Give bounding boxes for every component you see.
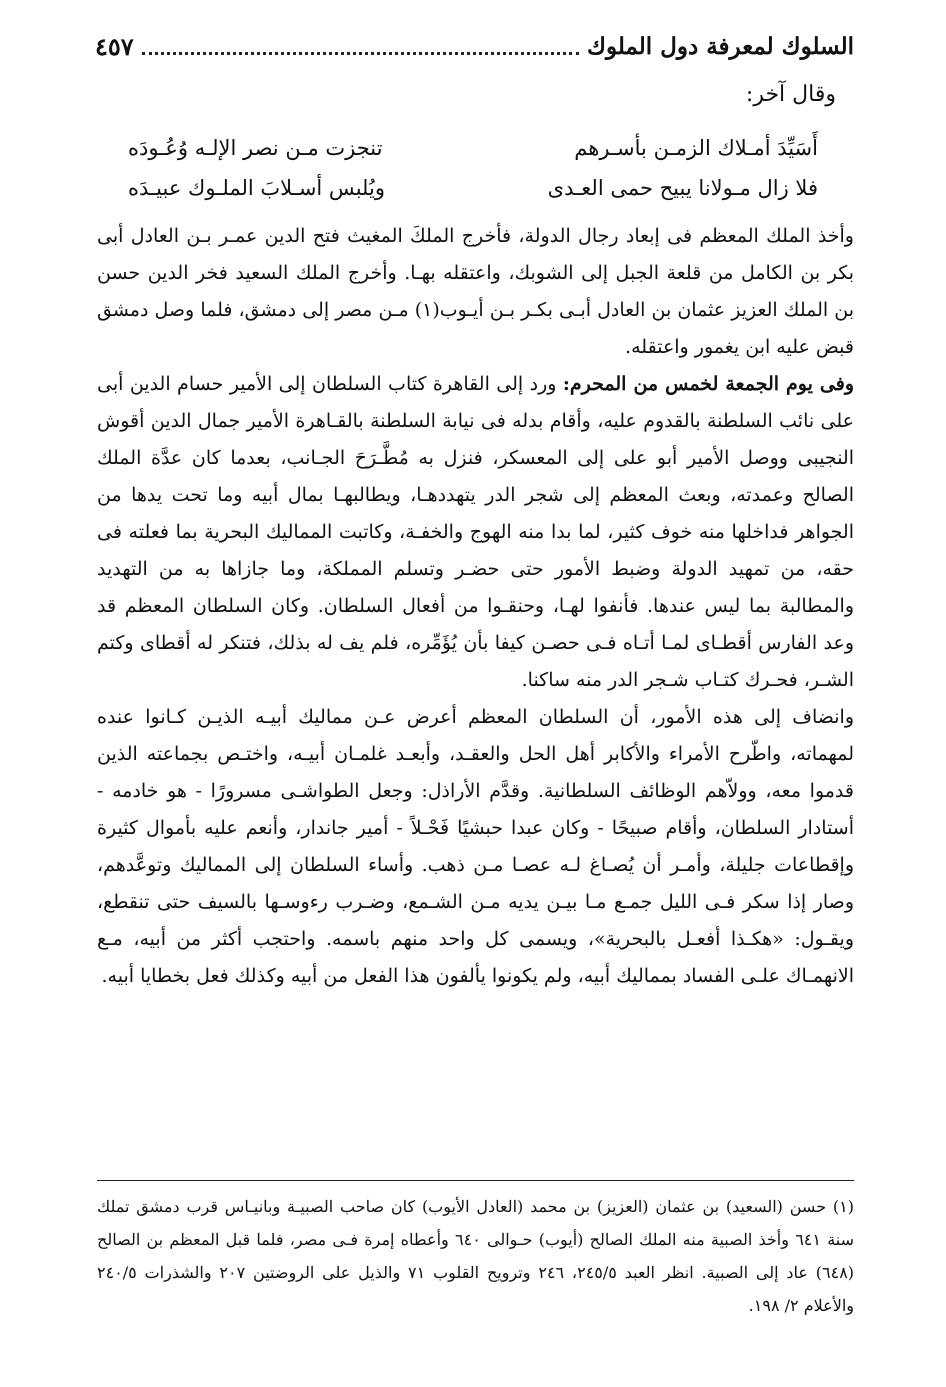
paragraph	[97, 218, 854, 366]
running-title: السلوك لمعرفة دول الملوك	[586, 32, 854, 60]
verse-second-hemistich: ويُلبس أسـلابَ الملـوك عبيـدَه	[128, 176, 385, 200]
verse-first-hemistich: فلا زال مـولانا يبيح حمى العـدى	[547, 176, 818, 200]
poem-verse	[128, 176, 818, 200]
paragraph	[97, 699, 854, 995]
paragraph	[97, 366, 854, 699]
footnote: (١) حسن (السعيد) بن عثمان (العزيز) بن محمد (العادل الأيوب) كان صاحب الصبيـة وبانيـاس قرب دمشق تملك سنة ٦٤١ وأخذ الصبية منه الملك الصالح (أيوب) حـوالى ٦٤٠ وأعطاه إمرة فـى مصر، فلما قبل المعظم بن الصالح (٦٤٨) عاد إلى الصبية. انظر العبد ٢٤٥/٥، ٢٤٦ وترويح القلوب ٧١ والذيل على الروضتين ٢٠٧ والشذرات ٢٤٠/٥ والأعلام ٢/ ١٩٨.	[97, 1197, 855, 1315]
verse-first-hemistich: أَسَيِّدَ أمـلاك الزمـن بأسـرهم	[574, 136, 818, 160]
page-number: ٤٥٧	[95, 31, 134, 61]
paragraph-text: وانضاف إلى هذه الأمور، أن السلطان المعظم أعرض عـن مماليك أبيـه الذيـن كـانوا عنده لمهماته، واطّرح الأمراء والأكابر أهل الحل والعقـد، وأبعـد غلمـان أبيـه، واختـص بجماعته الذين قدموا معه، وولاّهم الوظائف السلطانية. وقدَّم الأراذل: وجعل الطواشـى مسرورًا - هو خادمه - أستادار السلطان، وأقام صبيحًا - وكان عبدا حبشيًا فَحْـلاً - أمير جاندار، وأنعم عليه بأموال كثيرة وإقطاعات جليلة، وأمـر أن يُصـاغ لـه عصـا مـن ذهب. وأساء السلطان إلى المماليك وتوعَّدهم، وصار إذا سكر فـى الليل جمـع مـا بيـن يديه مـن الشـمع، وضـرب رءوسـها بالسيف حتى تنقطع، ويقـول: «هكـذا أفعـل بالبحرية»، ويسمى كل واحد منهم باسمه. واحتجب أكثر من أبيه، مـع الانهمـاك علـى الفساد بمماليك أبيه، ولم يكونوا يألفون هذا الفعل من أبيه وكذلك فعل بخطايا أبيه.	[97, 706, 854, 987]
poem-intro: وقال آخر:	[745, 82, 836, 107]
verse-second-hemistich: تنجزت مـن نصر الإلـه وُعُـودَه	[128, 136, 383, 160]
paragraph-text: ورد إلى القاهرة كتاب السلطان إلى الأمير حسام الدين أبى على نائب السلطنة بالقدوم عليه، وأقام بدله فى نيابة السلطنة بالقـاهرة الأمير جمال الدين أقوش النجيبى ووصل الأمير أبو على إلى المعسكر، فنزل به مُطَّـرَحَ الجـانب، بعدما كان عدَّة الملك الصالح وعمدته، وبعث المعظم إلى شجر الدر يتهددهـا، ويطالبهـا بمال أبيه وما تحت يدها من الجواهر فداخلها منه خوف كثير، لما بدا منه الهوج والخفـة، وكاتبت المماليك البحرية بما فعلته فى حقه، من تمهيد الدولة وضبط الأمور حتى حضـر وتسلم المملكة، وما جازاها به من التهديد والمطالبة بما ليس عندها. فأنفوا لهـا، وحنقـوا من أفعال السلطان. وكان السلطان المعظم قد وعد الفارس أقطـاى لمـا أتـاه فـى حصـن كيفا بأن يُؤَمِّره، فلم يف له بذلك، فتنكر له أقطاى وكتم الشـر، فحـرك كتـاب شـجر الدر منه ساكنا.	[97, 373, 855, 691]
poem-verse	[128, 136, 818, 160]
paragraph-text: وأخذ الملك المعظم فى إبعاد رجال الدولة، فأخرج الملكَ المغيث فتح الدين عمـر بـن العادل أبى بكر بن الكامل من قلعة الجبل إلى الشوبك، واعتقله بهـا. وأخرج الملك السعيد فخر الدين حسن بن الملك العزيز عثمان بن العادل أبـى بكـر بـن أيـوب(١) مـن مصر إلى دمشق، فلما وصل دمشق قبض عليه ابن يغمور واعتقله.	[97, 225, 855, 358]
page-header	[95, 24, 854, 68]
main-text	[97, 218, 854, 995]
footnote-divider	[97, 1180, 854, 1181]
header-dot-leader	[142, 38, 579, 55]
paragraph-lead-date: وفى يوم الجمعة لخمس من المحرم:	[562, 373, 854, 395]
